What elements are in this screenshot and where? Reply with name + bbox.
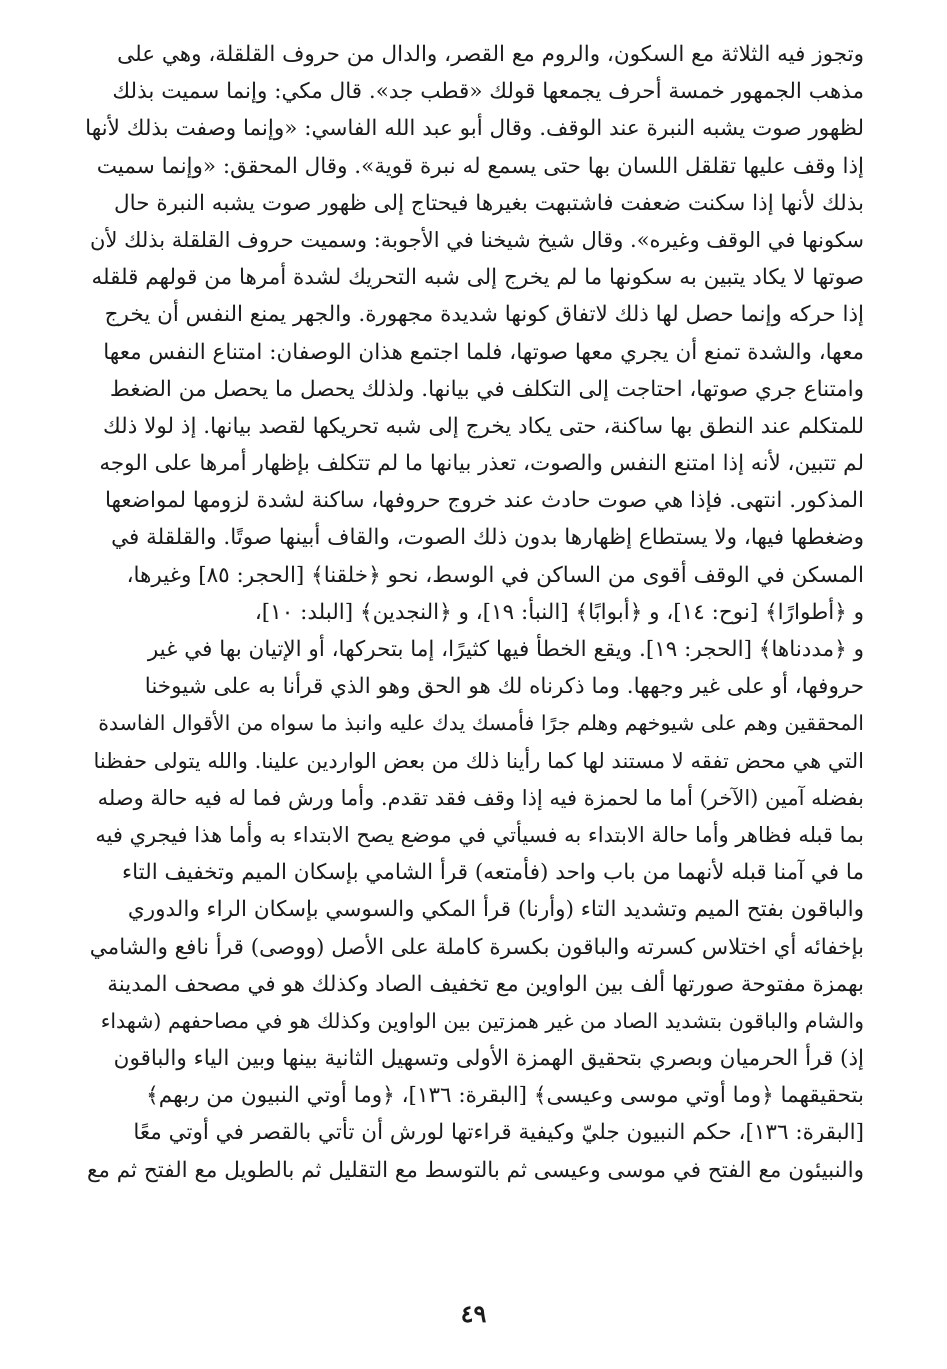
body-text [84, 36, 864, 1189]
text-line: بإخفائه أي اختلاس كسرته والباقون بكسرة كاملة على الأصل (ووصى) قرأ نافع والشامي [89, 934, 864, 960]
text-line: والباقون بفتح الميم وتشديد التاء (وأرنا) قرأ المكي والسوسي بإسكان الراء والدوري [127, 897, 864, 923]
text-line: [البقرة: ١٣٦]، حكم النبيون جليّ وكيفية قراءتها لورش أن تأتي بالقصر في أوتي معًا [133, 1120, 864, 1146]
text-line: لظهور صوت يشبه النبرة عند الوقف. وقال أبو عبد الله الفاسي: «وإنما وصفت بذلك لأنها [85, 116, 864, 142]
text-line: بفضله آمين (الآخر) أما ما لحمزة فيه إذا وقف فقد تقدم. وأما ورش فما له فيه حالة وصله [97, 785, 864, 810]
text-line: حروفها، أو على غير وجهها. وما ذكرناه لك هو الحق وهو الذي قرأنا به على شيوخنا [144, 674, 864, 700]
text-line: صوتها لا يكاد يتبين به سكونها ما لم يخرج إلى شبه التحريك لشدة أمرها من قولهم قلقله [91, 265, 864, 291]
text-line: المسكن في الوقف أقوى من الساكن في الوسط، نحو ﴿خلقنا﴾ [الحجر: ٨٥] وغيرها، [126, 562, 864, 588]
text-line: سكونها في الوقف وغيره». وقال شيخ شيخنا في الأجوبة: وسميت حروف القلقلة بذلك لأن [90, 227, 864, 252]
text-line: وضغطها فيها، ولا يستطاع إظهارها بدون ذلك الصوت، والقاف أبينها صوتًا. والقلقلة في [111, 525, 864, 551]
text-line: معها، والشدة تمنع أن يجري معها صوتها، فلما اجتمع هذان الوصفان: امتناع النفس معها [103, 339, 864, 365]
text-line: والنبيئون مع الفتح في موسى وعيسى ثم بالتوسط مع التقليل ثم بالطويل مع الفتح ثم مع [86, 1157, 864, 1183]
text-line: إذا وقف عليها تقلقل اللسان بها حتى يسمع له نبرة قوية». وقال المحقق: «وإنما سميت [96, 153, 864, 179]
page-number: ٤٩ [460, 1299, 487, 1328]
text-line: التي هي محض تفقه لا مستند لها كما رأينا ذلك من بعض الواردين علينا. والله يتولى حفظنا [93, 748, 864, 773]
text-line: بهمزة مفتوحة صورتها ألف بين الواوين مع تخفيف الصاد وكذلك هو في مصحف المدينة [107, 971, 864, 997]
text-line: لم تتبين، لأنه إذا امتنع النفس والصوت، تعذر بيانها ما لم تتكلف بإظهار أمرها على الوجه [99, 451, 864, 477]
text-line: بتحقيقهما ﴿وما أوتي موسى وعيسى﴾ [البقرة: ١٣٦]، ﴿وما أوتي النبيون من ربهم﴾ [146, 1083, 864, 1109]
text-line: و ﴿أطوارًا﴾ [نوح: ١٤]، و ﴿أبوابًا﴾ [النبأ: ١٩]، و ﴿النجدين﴾ [البلد: ١٠]، [254, 599, 864, 625]
text-line: إذ) قرأ الحرميان وبصري بتحقيق الهمزة الأولى وتسهيل الثانية بينها وبين الياء والباقون [113, 1046, 864, 1072]
text-line: وامتناع جري صوتها، احتاجت إلى التكلف في بيانها. ولذلك يحصل ما يحصل من الضغط [109, 376, 864, 402]
text-line: المحققين وهم على شيوخهم وهلم جرًا فأمسك يدك عليه وانبذ ما سواه من الأقوال الفاسدة [98, 711, 864, 736]
text-line: وتجوز فيه الثلاثة مع السكون، والروم مع القصر، والدال من حروف القلقلة، وهي على [117, 42, 864, 67]
text-line: ما في آمنا قبله لأنهما من باب واحد (فأمتعه) قرأ الشامي بإسكان الميم وتخفيف التاء [122, 860, 864, 886]
text-line: إذا حركه وإنما حصل لها ذلك لاتفاق كونها شديدة مجهورة. والجهر يمنع النفس أن يخرج [104, 302, 864, 328]
text-line: المذكور. انتهى. فإذا هي صوت حادث عند خروج حروفها، ساكنة لشدة لزومها لمواضعها [104, 488, 864, 514]
text-line: و ﴿مددناها﴾ [الحجر: ١٩]. ويقع الخطأ فيها كثيرًا، إما بتحركها، أو الإتيان بها في غير [147, 637, 864, 662]
text-line: والشام والباقون بتشديد الصاد من غير همزتين بين الواوين وكذلك هو في مصاحفهم (شهداء [100, 1008, 864, 1033]
text-line: بما قبله فظاهر وأما حالة الابتداء به فسيأتي في موضع يصح الابتداء به وأما هذا فيجري فيه [95, 822, 864, 847]
text-line: مذهب الجمهور خمسة أحرف يجمعها قولك «قطب جد». قال مكي: وإنما سميت بذلك [112, 79, 864, 105]
text-line: للمتكلم عند النطق بها ساكنة، حتى يكاد يخرج إلى شبه تحريكها لقصد بيانها. إذ لولا ذلك [103, 413, 864, 439]
text-line: بذلك لأنها إذا سكنت ضعفت فاشتبهت بغيرها فيحتاج إلى ظهور صوت يشبه النبرة حال [114, 190, 864, 216]
